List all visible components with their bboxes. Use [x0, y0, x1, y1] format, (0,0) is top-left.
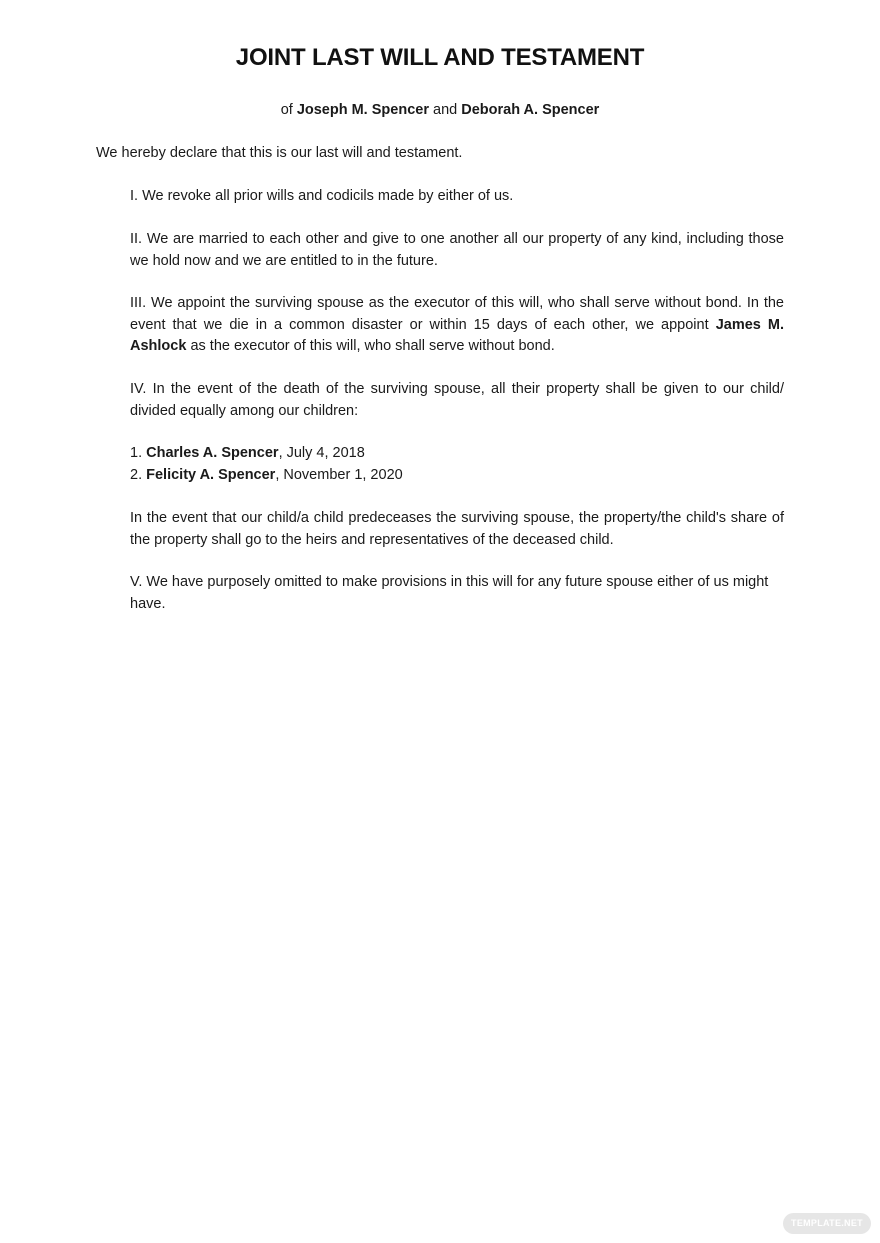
list-item: [130, 443, 784, 465]
child-birth-date: , November 1, 2020: [275, 466, 403, 483]
article-1-paragraph: I. We revoke all prior wills and codicils made by either of us.: [130, 188, 514, 204]
subtitle-conjunction: and: [433, 102, 458, 118]
testator-1-name: Joseph M. Spencer: [296, 102, 429, 118]
intro-paragraph: We hereby declare that this is our last will and testament.: [96, 145, 463, 161]
subtitle: [0, 100, 880, 121]
watermark-badge: TEMPLATE.NET: [783, 1213, 871, 1234]
article-3-paragraph: [130, 293, 784, 358]
page-title: JOINT LAST WILL AND TESTAMENT: [235, 44, 645, 71]
list-item: [130, 465, 784, 487]
children-list: [130, 443, 784, 486]
child-name: Felicity A. Spencer: [146, 466, 276, 483]
executor-name: James M. Ashlock: [130, 316, 784, 354]
article-3-text-after: as the executor of this will, who shall serve without bond.: [190, 338, 555, 354]
article-4-paragraph: IV. In the event of the death of the surviving spouse, all their property shall be given to our child/ divided equally among our children:: [130, 381, 784, 419]
article-2-paragraph: II. We are married to each other and give to one another all our property of any kind, including those we hold now and we are entitled to in the future.: [130, 231, 784, 269]
predecease-paragraph: In the event that our child/a child predeceases the surviving spouse, the property/the child's share of the property shall go to the heirs and representatives of the deceased child.: [130, 510, 784, 548]
article-3-text-before: III. We appoint the surviving spouse as the executor of this will, who shall serve without bond. In the event that we die in a common disaster or within 15 days of each other, we appoint: [130, 295, 784, 333]
child-number: 1.: [130, 445, 143, 461]
child-name: Charles A. Spencer: [146, 445, 279, 461]
testator-2-name: Deborah A. Spencer: [461, 102, 600, 118]
child-birth-date: , July 4, 2018: [278, 445, 365, 461]
child-number: 2.: [130, 466, 143, 483]
subtitle-prefix: of: [280, 102, 293, 118]
article-5-paragraph: V. We have purposely omitted to make provisions in this will for any future spouse either of us might have.: [130, 574, 769, 612]
